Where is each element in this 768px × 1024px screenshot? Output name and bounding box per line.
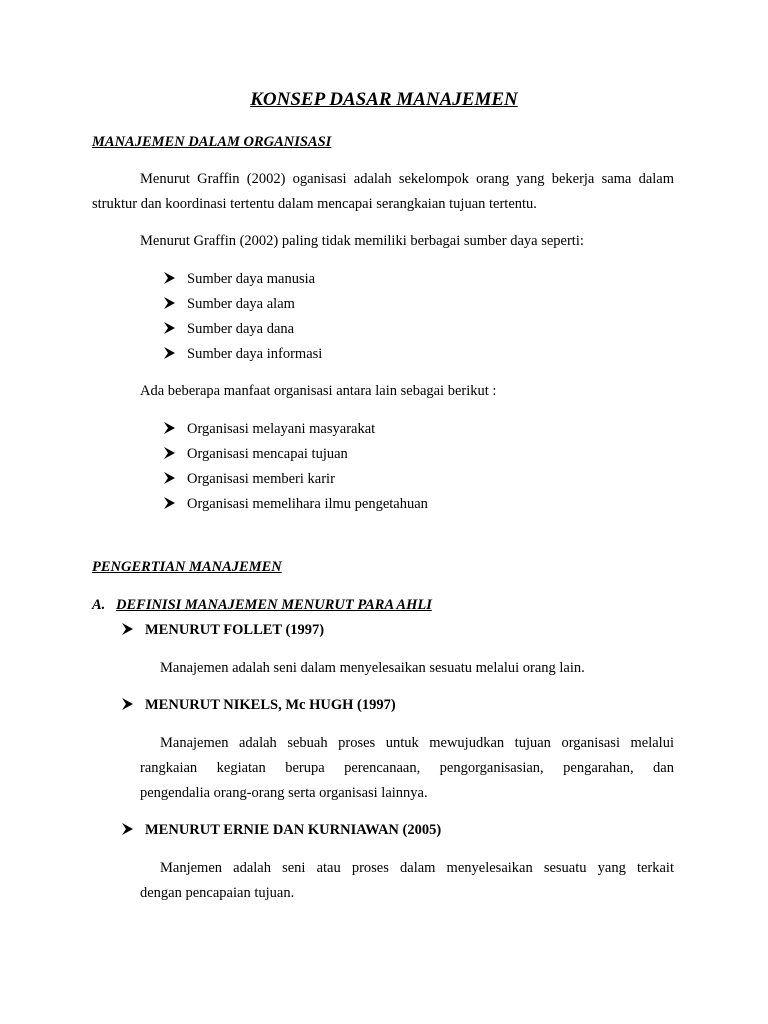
arrow-bullet-icon — [164, 297, 175, 309]
arrow-bullet-icon — [164, 272, 175, 284]
list-item-label: Organisasi mencapai tujuan — [187, 446, 348, 462]
expert-definition-line: rangkaian kegiatan berupa perencanaan, pengorganisasian, pengarahan, dan — [140, 760, 674, 776]
list-item — [164, 347, 322, 362]
list-item — [164, 272, 315, 287]
expert-name: MENURUT FOLLET (1997) — [145, 622, 325, 638]
arrow-bullet-icon — [122, 623, 133, 635]
arrow-bullet-icon — [164, 322, 175, 334]
list-item-label: Organisasi memelihara ilmu pengetahuan — [187, 496, 428, 512]
expert-definition-line: Manjemen adalah seni atau proses dalam menyelesaikan sesuatu yang terkait — [160, 860, 674, 876]
list-item-label: Organisasi melayani masyarakat — [187, 421, 376, 437]
expert-definition-line: pengendalia orang-orang serta organisasi lainnya. — [140, 785, 428, 801]
expert-heading — [122, 823, 441, 838]
arrow-bullet-icon — [164, 472, 175, 484]
arrow-bullet-icon — [122, 698, 133, 710]
list-item-label: Sumber daya informasi — [187, 346, 323, 362]
paragraph-benefits-intro: Ada beberapa manfaat organisasi antara lain sebagai berikut : — [140, 383, 497, 399]
subsection-heading-definisi: DEFINISI MANAJEMEN MENURUT PARA AHLI — [116, 597, 432, 613]
list-item-label: Sumber daya dana — [187, 321, 295, 337]
expert-definition-line: Manajemen adalah sebuah proses untuk mewujudkan tujuan organisasi melalui — [160, 735, 674, 751]
arrow-bullet-icon — [164, 422, 175, 434]
expert-heading — [122, 698, 396, 713]
expert-heading — [122, 623, 324, 638]
expert-definition-line: Manajemen adalah seni dalam menyelesaikan sesuatu melalui orang lain. — [160, 660, 585, 676]
expert-name: MENURUT NIKELS, Mc HUGH (1997) — [145, 697, 396, 713]
expert-name: MENURUT ERNIE DAN KURNIAWAN (2005) — [145, 822, 442, 838]
list-item-label: Organisasi memberi karir — [187, 471, 335, 487]
paragraph-line: struktur dan koordinasi tertentu dalam mencapai serangkaian tujuan tertentu. — [92, 196, 537, 212]
list-item — [164, 322, 294, 337]
list-item-label: Sumber daya manusia — [187, 271, 316, 287]
section-heading-pengertian: PENGERTIAN MANAJEMEN — [92, 559, 282, 575]
arrow-bullet-icon — [122, 823, 133, 835]
paragraph-line: Menurut Graffin (2002) oganisasi adalah sekelompok orang yang bekerja sama dalam — [140, 171, 674, 187]
paragraph-resources-intro: Menurut Graffin (2002) paling tidak memiliki berbagai sumber daya seperti: — [140, 233, 584, 249]
list-item — [164, 497, 428, 512]
expert-definition-line: dengan pencapaian tujuan. — [140, 885, 295, 901]
section-heading-organisasi: MANAJEMEN DALAM ORGANISASI — [92, 134, 332, 150]
list-item — [164, 297, 295, 312]
list-item-label: Sumber daya alam — [187, 296, 295, 312]
subsection-marker: A. — [92, 597, 106, 613]
document-title: KONSEP DASAR MANAJEMEN — [250, 89, 518, 110]
arrow-bullet-icon — [164, 447, 175, 459]
arrow-bullet-icon — [164, 497, 175, 509]
list-item — [164, 447, 348, 462]
list-item — [164, 422, 375, 437]
arrow-bullet-icon — [164, 347, 175, 359]
list-item — [164, 472, 335, 487]
